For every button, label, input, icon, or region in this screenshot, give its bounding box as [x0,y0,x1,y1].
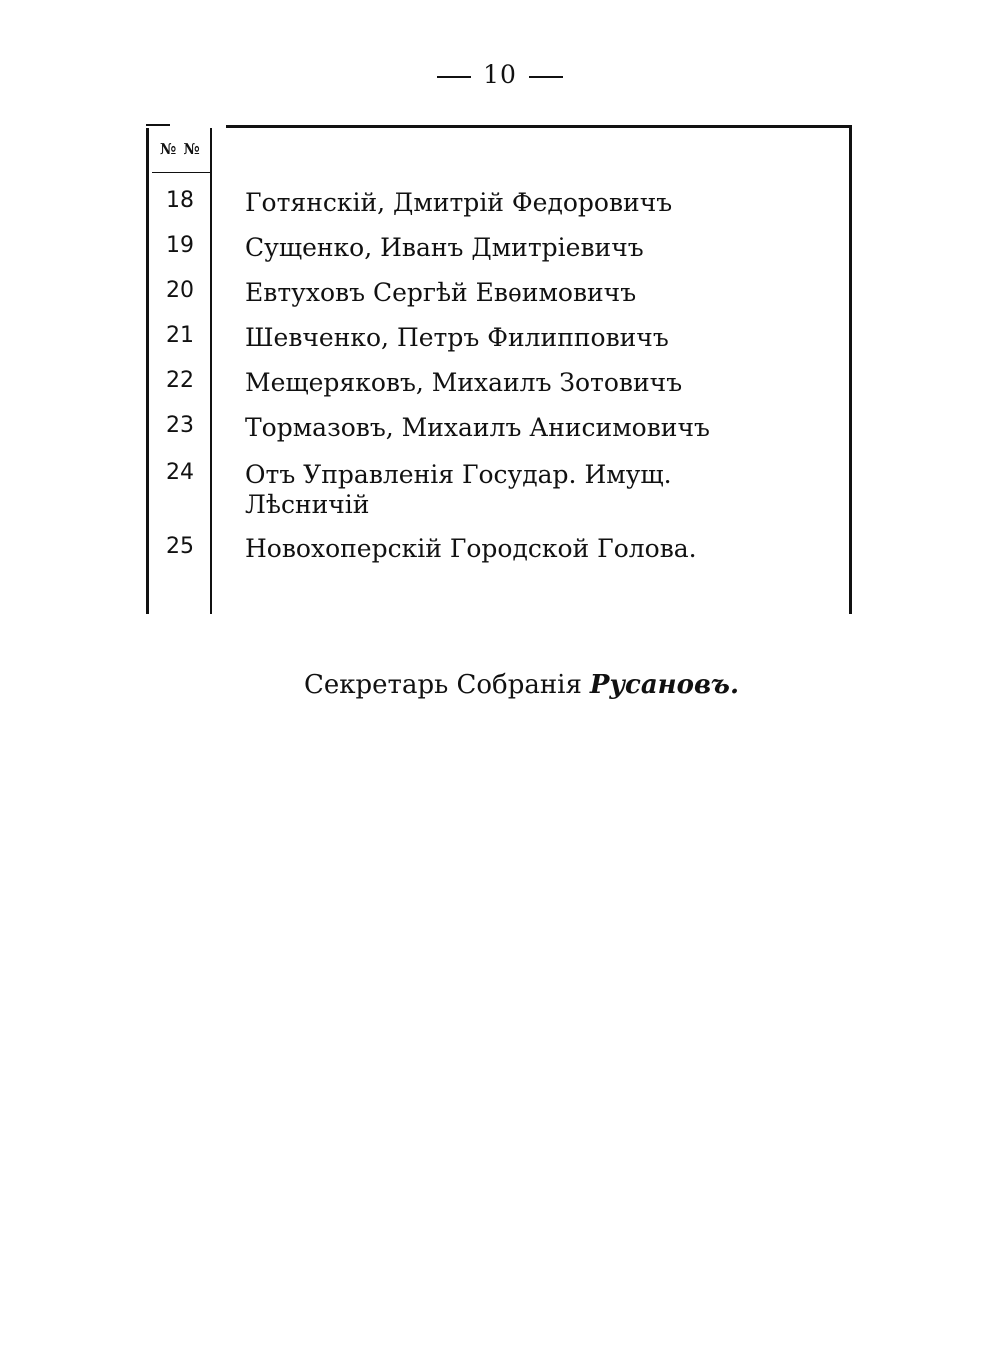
frame-right-border [849,128,852,614]
row-number: 23 [166,413,194,438]
row-name-line2: Лѣсничій [245,490,370,519]
frame-left-border [146,128,149,614]
column-divider [210,128,212,614]
row-name: Готянскій, Дмитрій Федоровичъ [245,188,673,217]
frame-top-border [226,125,852,128]
row-number: 18 [166,188,194,213]
row-name: Сущенко, Иванъ Дмитріевичъ [245,233,644,262]
row-number: 24 [166,460,194,485]
row-name-line1: Отъ Управленія Государ. Имущ. [245,460,672,489]
row-number: 19 [166,233,194,258]
row-name: Новохоперскій Городской Голова. [245,534,697,563]
row-name: Тормазовъ, Михаилъ Анисимовичъ [245,413,710,442]
page-number [0,60,1000,89]
dash-right [529,76,563,78]
dash-left [437,76,471,78]
page-number-value: 10 [483,60,517,89]
frame-left-tick [146,124,170,126]
row-number: 25 [166,534,194,559]
number-column-header: № № [160,140,201,158]
row-name: Евтуховъ Сергѣй Евѳимовичъ [245,278,637,307]
signature-title: Секретарь Собранія [304,670,582,700]
row-number: 20 [166,278,194,303]
row-name: Мещеряковъ, Михаилъ Зотовичъ [245,368,683,397]
row-number: 22 [166,368,194,393]
signature-name: Русановъ. [589,670,740,700]
header-rule [152,172,210,173]
row-name: Шевченко, Петръ Филипповичъ [245,323,669,352]
signature [304,670,739,700]
row-name [245,460,845,520]
row-number: 21 [166,323,194,348]
